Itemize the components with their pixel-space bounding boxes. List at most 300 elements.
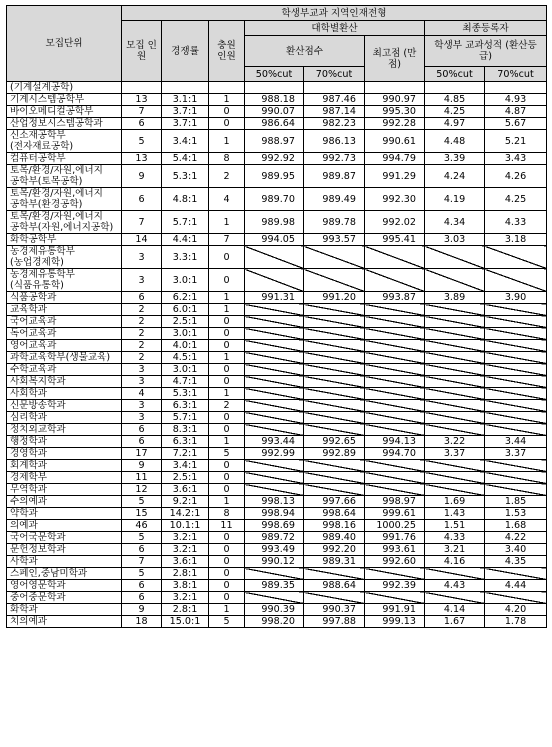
no-data-cell [365, 592, 425, 604]
table-row [7, 106, 547, 118]
competition-cell: 5.3:1 [162, 388, 209, 400]
score-cut50-cell: 989.35 [245, 580, 304, 592]
empty-cell [122, 82, 162, 94]
no-data-cell [365, 400, 425, 412]
max-score-cell: 992.02 [365, 211, 425, 234]
competition-cell: 3.2:1 [162, 592, 209, 604]
no-data-cell [304, 460, 365, 472]
quota-cell: 5 [122, 532, 162, 544]
quota-cell: 9 [122, 460, 162, 472]
max-score-cell: 991.29 [365, 165, 425, 188]
score-cut70-cell: 991.20 [304, 292, 365, 304]
competition-cell: 3.6:1 [162, 556, 209, 568]
score-cut70-cell: 987.46 [304, 94, 365, 106]
competition-cell: 5.4:1 [162, 153, 209, 165]
extra-cell: 0 [209, 544, 245, 556]
no-data-cell [365, 352, 425, 364]
competition-cell: 4.4:1 [162, 234, 209, 246]
unit-name-cell: 기계시스템공학부 [7, 94, 122, 106]
quota-cell: 6 [122, 544, 162, 556]
unit-name-cell: 의예과 [7, 520, 122, 532]
no-data-cell [425, 472, 485, 484]
table-row [7, 448, 547, 460]
competition-cell: 2.8:1 [162, 568, 209, 580]
no-data-cell [245, 400, 304, 412]
quota-cell: 9 [122, 165, 162, 188]
table-row [7, 508, 547, 520]
no-data-cell [485, 304, 547, 316]
header-cut50-score: 50%cut [245, 67, 304, 82]
no-data-cell [245, 316, 304, 328]
grade-cut50-cell: 3.22 [425, 436, 485, 448]
unit-name-cell: 심리학과 [7, 412, 122, 424]
table-row [7, 211, 547, 234]
quota-cell: 5 [122, 568, 162, 580]
competition-cell: 9.2:1 [162, 496, 209, 508]
no-data-cell [485, 269, 547, 292]
no-data-cell [365, 269, 425, 292]
table-row [7, 130, 547, 153]
grade-cut50-cell: 4.48 [425, 130, 485, 153]
no-data-cell [425, 400, 485, 412]
no-data-cell [425, 460, 485, 472]
unit-name-cell: 바이오메디컬공학부 [7, 106, 122, 118]
no-data-cell [365, 376, 425, 388]
no-data-cell [485, 592, 547, 604]
table-row [7, 580, 547, 592]
no-data-cell [425, 304, 485, 316]
no-data-cell [245, 388, 304, 400]
no-data-cell [485, 328, 547, 340]
unit-name-cell: 사학과 [7, 556, 122, 568]
unit-name-cell: 농경제유통학부 (농업경제학) [7, 246, 122, 269]
header-cut70-grade: 70%cut [485, 67, 547, 82]
grade-cut50-cell: 4.85 [425, 94, 485, 106]
unit-name-cell: 컴퓨터공학부 [7, 153, 122, 165]
competition-cell: 3.1:1 [162, 94, 209, 106]
quota-cell: 46 [122, 520, 162, 532]
header-grade: 학생부 교과성적 (환산등급) [425, 36, 547, 67]
no-data-cell [245, 424, 304, 436]
no-data-cell [245, 340, 304, 352]
quota-cell: 9 [122, 604, 162, 616]
no-data-cell [425, 388, 485, 400]
unit-name-cell: 화학과 [7, 604, 122, 616]
no-data-cell [304, 352, 365, 364]
grade-cut70-cell: 1.78 [485, 616, 547, 628]
quota-cell: 3 [122, 400, 162, 412]
table-row [7, 364, 547, 376]
score-cut70-cell: 990.37 [304, 604, 365, 616]
header-max-score: 최고점 (만점) [365, 36, 425, 82]
score-cut70-cell: 992.65 [304, 436, 365, 448]
empty-cell [365, 82, 425, 94]
unit-name-cell: 신문방송학과 [7, 400, 122, 412]
no-data-cell [304, 376, 365, 388]
grade-cut50-cell: 1.51 [425, 520, 485, 532]
max-score-cell: 999.13 [365, 616, 425, 628]
score-cut50-cell: 990.07 [245, 106, 304, 118]
table-row [7, 400, 547, 412]
grade-cut50-cell: 1.43 [425, 508, 485, 520]
no-data-cell [365, 328, 425, 340]
quota-cell: 7 [122, 211, 162, 234]
competition-cell: 3.4:1 [162, 130, 209, 153]
no-data-cell [425, 592, 485, 604]
quota-cell: 15 [122, 508, 162, 520]
competition-cell: 3.0:1 [162, 364, 209, 376]
table-row [7, 165, 547, 188]
extra-cell: 0 [209, 412, 245, 424]
quota-cell: 2 [122, 340, 162, 352]
table-header [7, 6, 547, 82]
max-score-cell: 994.79 [365, 153, 425, 165]
no-data-cell [304, 484, 365, 496]
competition-cell: 3.2:1 [162, 544, 209, 556]
score-cut50-cell: 990.12 [245, 556, 304, 568]
empty-cell [209, 82, 245, 94]
extra-cell: 5 [209, 448, 245, 460]
unit-name-cell: 토목/환경/자원,에너지 공학부(토목공학) [7, 165, 122, 188]
score-cut70-cell: 989.78 [304, 211, 365, 234]
max-score-cell: 993.87 [365, 292, 425, 304]
score-cut50-cell: 998.20 [245, 616, 304, 628]
table-row [7, 316, 547, 328]
competition-cell: 4.0:1 [162, 340, 209, 352]
table-row [7, 460, 547, 472]
competition-cell: 3.0:1 [162, 328, 209, 340]
grade-cut70-cell: 4.93 [485, 94, 547, 106]
max-score-cell: 995.41 [365, 234, 425, 246]
score-cut50-cell: 998.13 [245, 496, 304, 508]
quota-cell: 11 [122, 472, 162, 484]
max-score-cell: 990.97 [365, 94, 425, 106]
no-data-cell [365, 304, 425, 316]
extra-cell: 4 [209, 188, 245, 211]
max-score-cell: 990.61 [365, 130, 425, 153]
header-extra: 충원 인원 [209, 21, 245, 82]
quota-cell: 6 [122, 292, 162, 304]
no-data-cell [425, 484, 485, 496]
no-data-cell [304, 472, 365, 484]
quota-cell: 6 [122, 424, 162, 436]
max-score-cell: 991.91 [365, 604, 425, 616]
table-row [7, 484, 547, 496]
extra-cell: 1 [209, 496, 245, 508]
table-row [7, 544, 547, 556]
no-data-cell [304, 592, 365, 604]
grade-cut50-cell: 4.34 [425, 211, 485, 234]
table-row [7, 188, 547, 211]
competition-cell: 6.3:1 [162, 436, 209, 448]
unit-name-cell: (기계설계공학) [7, 82, 122, 94]
competition-cell: 10.1:1 [162, 520, 209, 532]
unit-name-cell: 독어교육과 [7, 328, 122, 340]
header-converted-group: 대학별환산 [245, 21, 425, 36]
unit-name-cell: 무역학과 [7, 484, 122, 496]
no-data-cell [365, 412, 425, 424]
score-cut50-cell: 998.94 [245, 508, 304, 520]
grade-cut70-cell: 5.67 [485, 118, 547, 130]
competition-cell: 3.8:1 [162, 580, 209, 592]
extra-cell: 1 [209, 304, 245, 316]
extra-cell: 1 [209, 352, 245, 364]
header-competition: 경쟁률 [162, 21, 209, 82]
grade-cut50-cell: 3.39 [425, 153, 485, 165]
table-row [7, 556, 547, 568]
table-row [7, 424, 547, 436]
unit-name-cell: 토목/환경/자원,에너지 공학부(환경공학) [7, 188, 122, 211]
score-cut50-cell: 998.69 [245, 520, 304, 532]
grade-cut70-cell: 4.33 [485, 211, 547, 234]
no-data-cell [304, 388, 365, 400]
no-data-cell [485, 340, 547, 352]
score-cut50-cell: 992.92 [245, 153, 304, 165]
unit-name-cell: 사회학과 [7, 388, 122, 400]
no-data-cell [304, 364, 365, 376]
table-row [7, 496, 547, 508]
no-data-cell [425, 269, 485, 292]
grade-cut70-cell: 3.18 [485, 234, 547, 246]
quota-cell: 6 [122, 580, 162, 592]
no-data-cell [365, 424, 425, 436]
unit-name-cell: 신소재공학부 (전자재료공학) [7, 130, 122, 153]
score-cut50-cell: 989.70 [245, 188, 304, 211]
max-score-cell: 995.30 [365, 106, 425, 118]
extra-cell: 1 [209, 388, 245, 400]
quota-cell: 7 [122, 556, 162, 568]
no-data-cell [365, 388, 425, 400]
no-data-cell [365, 460, 425, 472]
extra-cell: 0 [209, 376, 245, 388]
score-cut70-cell: 993.57 [304, 234, 365, 246]
extra-cell: 11 [209, 520, 245, 532]
extra-cell: 0 [209, 592, 245, 604]
quota-cell: 17 [122, 448, 162, 460]
extra-cell: 0 [209, 316, 245, 328]
table-row [7, 118, 547, 130]
no-data-cell [304, 424, 365, 436]
header-track: 학생부교과 지역인재전형 [122, 6, 547, 21]
competition-cell: 4.8:1 [162, 188, 209, 211]
max-score-cell: 993.61 [365, 544, 425, 556]
competition-cell: 3.6:1 [162, 484, 209, 496]
grade-cut70-cell: 3.44 [485, 436, 547, 448]
quota-cell: 2 [122, 352, 162, 364]
unit-name-cell: 식품공학과 [7, 292, 122, 304]
unit-name-cell: 문헌정보학과 [7, 544, 122, 556]
no-data-cell [304, 328, 365, 340]
extra-cell: 8 [209, 153, 245, 165]
header-quota: 모집 인원 [122, 21, 162, 82]
competition-cell: 2.5:1 [162, 316, 209, 328]
extra-cell: 0 [209, 106, 245, 118]
score-cut70-cell: 997.88 [304, 616, 365, 628]
no-data-cell [425, 376, 485, 388]
no-data-cell [485, 364, 547, 376]
max-score-cell: 1000.25 [365, 520, 425, 532]
score-cut70-cell: 989.40 [304, 532, 365, 544]
score-cut70-cell: 998.16 [304, 520, 365, 532]
quota-cell: 6 [122, 188, 162, 211]
unit-name-cell: 약학과 [7, 508, 122, 520]
score-cut50-cell: 993.44 [245, 436, 304, 448]
quota-cell: 5 [122, 496, 162, 508]
extra-cell: 0 [209, 118, 245, 130]
no-data-cell [245, 568, 304, 580]
extra-cell: 0 [209, 580, 245, 592]
grade-cut70-cell: 3.90 [485, 292, 547, 304]
quota-cell: 4 [122, 388, 162, 400]
header-cut50-grade: 50%cut [425, 67, 485, 82]
no-data-cell [245, 484, 304, 496]
no-data-cell [245, 246, 304, 269]
extra-cell: 0 [209, 472, 245, 484]
score-cut50-cell: 991.31 [245, 292, 304, 304]
score-cut70-cell: 989.87 [304, 165, 365, 188]
grade-cut50-cell: 3.37 [425, 448, 485, 460]
grade-cut50-cell: 4.19 [425, 188, 485, 211]
no-data-cell [425, 328, 485, 340]
no-data-cell [485, 412, 547, 424]
no-data-cell [304, 400, 365, 412]
no-data-cell [485, 460, 547, 472]
extra-cell: 0 [209, 532, 245, 544]
score-cut50-cell: 993.49 [245, 544, 304, 556]
extra-cell: 5 [209, 616, 245, 628]
no-data-cell [245, 304, 304, 316]
empty-cell [304, 82, 365, 94]
empty-cell [245, 82, 304, 94]
max-score-cell: 992.30 [365, 188, 425, 211]
extra-cell: 1 [209, 292, 245, 304]
grade-cut70-cell: 4.25 [485, 188, 547, 211]
unit-name-cell: 국어교육과 [7, 316, 122, 328]
table-row [7, 472, 547, 484]
table-row [7, 246, 547, 269]
extra-cell: 1 [209, 436, 245, 448]
competition-cell: 3.7:1 [162, 106, 209, 118]
quota-cell: 3 [122, 364, 162, 376]
unit-name-cell: 농경제유통학부 (식품유통학) [7, 269, 122, 292]
no-data-cell [245, 412, 304, 424]
extra-cell: 7 [209, 234, 245, 246]
header-cut70-score: 70%cut [304, 67, 365, 82]
extra-cell: 1 [209, 94, 245, 106]
unit-name-cell: 산업정보시스템공학과 [7, 118, 122, 130]
grade-cut50-cell: 4.16 [425, 556, 485, 568]
table-row [7, 153, 547, 165]
table-row [7, 520, 547, 532]
max-score-cell: 994.70 [365, 448, 425, 460]
max-score-cell: 999.61 [365, 508, 425, 520]
grade-cut50-cell: 4.43 [425, 580, 485, 592]
table-row [7, 304, 547, 316]
max-score-cell: 992.28 [365, 118, 425, 130]
table-row [7, 328, 547, 340]
score-cut70-cell: 992.73 [304, 153, 365, 165]
competition-cell: 3.7:1 [162, 118, 209, 130]
max-score-cell: 991.76 [365, 532, 425, 544]
table-row [7, 82, 547, 94]
score-cut70-cell: 986.13 [304, 130, 365, 153]
table-row [7, 352, 547, 364]
table-body [7, 82, 547, 628]
no-data-cell [245, 460, 304, 472]
no-data-cell [304, 304, 365, 316]
extra-cell: 0 [209, 340, 245, 352]
score-cut50-cell: 989.98 [245, 211, 304, 234]
grade-cut50-cell: 1.67 [425, 616, 485, 628]
score-cut70-cell: 998.64 [304, 508, 365, 520]
unit-name-cell: 국어국문학과 [7, 532, 122, 544]
grade-cut70-cell: 4.87 [485, 106, 547, 118]
score-cut50-cell: 992.99 [245, 448, 304, 460]
no-data-cell [304, 340, 365, 352]
grade-cut70-cell: 3.40 [485, 544, 547, 556]
table-row [7, 604, 547, 616]
unit-name-cell: 교육학과 [7, 304, 122, 316]
competition-cell: 4.7:1 [162, 376, 209, 388]
grade-cut70-cell: 4.44 [485, 580, 547, 592]
score-cut50-cell: 988.97 [245, 130, 304, 153]
table-row [7, 292, 547, 304]
extra-cell: 1 [209, 130, 245, 153]
header-unit: 모집단위 [7, 6, 122, 82]
quota-cell: 2 [122, 316, 162, 328]
extra-cell: 0 [209, 556, 245, 568]
score-cut70-cell: 992.89 [304, 448, 365, 460]
unit-name-cell: 경영학과 [7, 448, 122, 460]
quota-cell: 2 [122, 304, 162, 316]
unit-name-cell: 회계학과 [7, 460, 122, 472]
grade-cut50-cell: 4.33 [425, 532, 485, 544]
competition-cell: 3.3:1 [162, 246, 209, 269]
quota-cell: 12 [122, 484, 162, 496]
header-converted-score: 환산점수 [245, 36, 365, 67]
grade-cut70-cell: 3.37 [485, 448, 547, 460]
grade-cut50-cell: 3.03 [425, 234, 485, 246]
no-data-cell [245, 472, 304, 484]
no-data-cell [485, 246, 547, 269]
score-cut50-cell: 989.72 [245, 532, 304, 544]
table-row [7, 568, 547, 580]
competition-cell: 3.0:1 [162, 269, 209, 292]
grade-cut50-cell: 4.14 [425, 604, 485, 616]
empty-cell [485, 82, 547, 94]
extra-cell: 0 [209, 328, 245, 340]
extra-cell: 0 [209, 246, 245, 269]
unit-name-cell: 영어교육과 [7, 340, 122, 352]
score-cut70-cell: 997.66 [304, 496, 365, 508]
grade-cut50-cell: 4.25 [425, 106, 485, 118]
unit-name-cell: 수학교육과 [7, 364, 122, 376]
competition-cell: 6.0:1 [162, 304, 209, 316]
unit-name-cell: 정치외교학과 [7, 424, 122, 436]
max-score-cell: 992.39 [365, 580, 425, 592]
quota-cell: 14 [122, 234, 162, 246]
grade-cut70-cell: 5.21 [485, 130, 547, 153]
score-cut50-cell: 986.64 [245, 118, 304, 130]
competition-cell: 15.0:1 [162, 616, 209, 628]
competition-cell: 6.2:1 [162, 292, 209, 304]
max-score-cell: 998.97 [365, 496, 425, 508]
competition-cell: 2.5:1 [162, 472, 209, 484]
unit-name-cell: 행정학과 [7, 436, 122, 448]
quota-cell: 6 [122, 436, 162, 448]
no-data-cell [485, 424, 547, 436]
no-data-cell [485, 400, 547, 412]
